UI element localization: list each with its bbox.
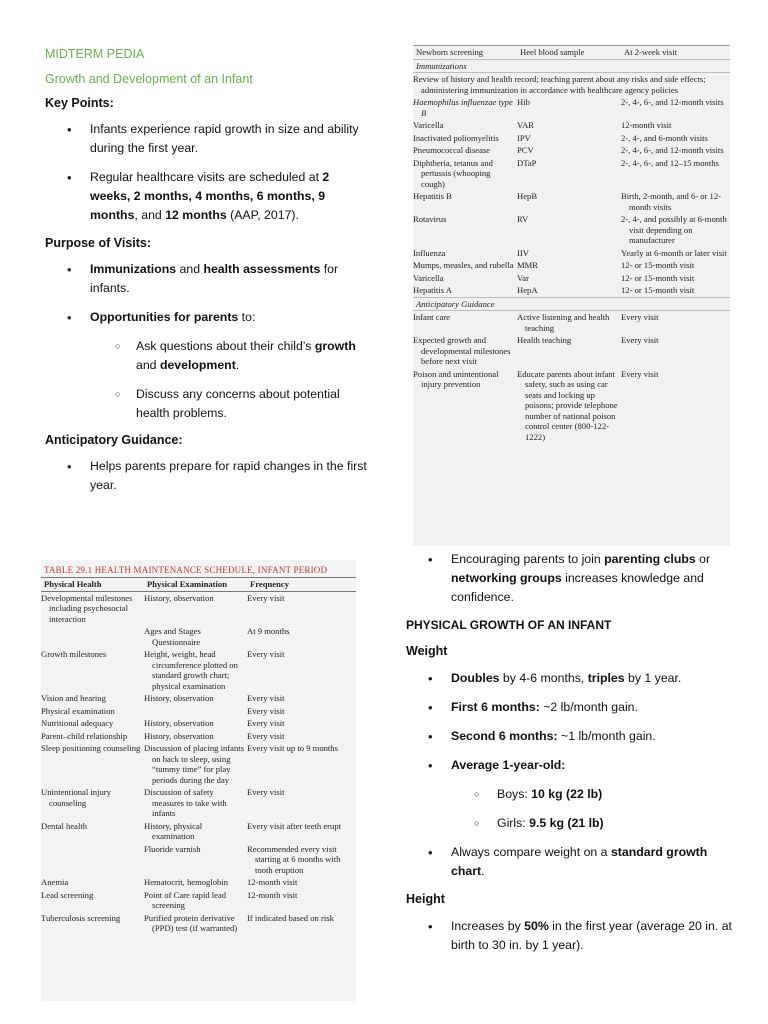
height-list	[406, 917, 736, 955]
table-cell: Lead screening	[41, 889, 94, 900]
immunization-rows	[413, 96, 730, 297]
ag-list	[45, 457, 367, 495]
table-row	[413, 73, 730, 97]
table-row	[413, 284, 730, 297]
table-header-row	[41, 578, 356, 592]
left-column	[45, 47, 367, 495]
table-cell: 12- or 15-month visit	[621, 272, 695, 283]
right-column	[406, 550, 736, 955]
table-cell: Height, weight, head circumference plotted on standard growth chart; physical examination	[144, 649, 238, 691]
table-cell: Infant care	[413, 312, 450, 322]
sub-list-item: ○ Ask questions about their child’s growth and development.	[45, 337, 367, 375]
sub-list-item: ○ Girls: 9.5 kg (21 lb)	[406, 814, 736, 833]
table-cell: Growth milestones	[41, 649, 107, 659]
table-cell: Varicella	[413, 272, 444, 283]
table-cell	[41, 625, 144, 648]
table-cell: Every visit after teeth erupt	[247, 820, 342, 831]
column-header: Physical Health	[41, 578, 144, 592]
table-cell: Varicella	[413, 120, 444, 130]
list-item: • Always compare weight on a standard growth chart.	[406, 843, 736, 881]
table-row	[41, 820, 356, 843]
table-cell: Ages and Stages Questionnaire	[144, 626, 201, 647]
immunization-table	[413, 45, 730, 96]
weight-heading: Weight	[406, 644, 448, 658]
table-cell: At 9 months	[247, 626, 290, 636]
table-cell: 2-, 4-, 6-, and 12-month visits	[621, 97, 724, 107]
table-cell: PCV	[517, 145, 534, 155]
table-cell: Every visit	[247, 718, 285, 728]
table-cell: Health teaching	[517, 335, 572, 345]
section-row	[413, 297, 730, 311]
table-cell: History, observation	[144, 718, 214, 728]
table-cell: Educate parents about infant safety, such as using car seats and locking up poisons; provide telephone number of national poison control center (800-122-1222)	[517, 368, 618, 442]
table-cell: 12- or 15-month visit	[621, 285, 695, 295]
table-cell: Physical examination	[41, 705, 115, 716]
table-cell: Newborn screening	[416, 47, 484, 57]
table-cell: Developmental milestones including psychosocial interaction	[41, 592, 133, 624]
table-cell: Inactivated poliomyelitis	[413, 132, 499, 143]
table-cell: 2-, 4-, 6-, and 12-month visits	[621, 145, 724, 155]
table-cell: Every visit	[247, 730, 285, 741]
table-row	[413, 272, 730, 285]
immunization-table-image	[413, 45, 730, 546]
table-cell: Every visit	[247, 693, 285, 703]
list-item: • Increases by 50% in the first year (average 20 in. at birth to 30 in. by 1 year).	[406, 917, 736, 955]
table-cell: 2-, 4-, 6-, and 12–15 months	[621, 157, 719, 168]
table-cell: MMR	[517, 260, 539, 270]
list-item: • Encouraging parents to join parenting clubs or networking groups increases knowledge and confidence.	[406, 550, 736, 607]
list-item: • Immunizations and health assessments for infants.	[45, 260, 367, 298]
list-item: • Doubles by 4-6 months, triples by 1 year.	[406, 669, 736, 688]
doc-title: MIDTERM PEDIA	[45, 47, 145, 61]
table-cell: History, physical examination	[144, 820, 203, 841]
physical-growth-heading: PHYSICAL GROWTH OF AN INFANT	[406, 618, 612, 632]
table-cell: Dental health	[41, 820, 88, 831]
table-cell: Diphtheria, tetanus and pertussis (whooping cough)	[413, 157, 493, 189]
table-cell: History, observation	[144, 730, 214, 741]
table-cell: 12-month visit	[621, 120, 672, 130]
list-item: • Average 1-year-old:	[406, 756, 736, 775]
table-row	[41, 705, 356, 718]
table-cell: Active listening and health teaching	[517, 312, 610, 333]
table-cell: Rotavirus	[413, 214, 447, 224]
table-cell: Var	[517, 272, 529, 283]
weight-sublist	[406, 785, 736, 833]
key-points-heading: Key Points:	[45, 96, 114, 110]
table-row	[41, 730, 356, 743]
list-item: • Helps parents prepare for rapid changes in the first year.	[45, 457, 367, 495]
table-cell: Purified protein derivative (PPD) test (if warranted)	[144, 912, 238, 933]
table-cell: Every visit	[621, 335, 659, 345]
table-cell: Every visit	[247, 592, 285, 603]
encourage-list	[406, 550, 736, 607]
table-cell: Birth, 2-month, and 6- or 12-month visits	[621, 191, 722, 212]
table-cell: At 2-week visit	[624, 47, 677, 57]
table-cell: IIV	[517, 247, 529, 258]
table-cell: IPV	[517, 132, 531, 143]
table-row	[41, 843, 356, 877]
table-cell: Every visit	[247, 649, 285, 659]
list-item: • Regular healthcare visits are scheduled at 2 weeks, 2 months, 4 months, 6 months, 9 months, and 12 months (AAP, 2017).	[45, 168, 367, 225]
table-cell: Influenza	[413, 247, 446, 258]
anticipatory-guidance-table	[413, 297, 730, 444]
table-cell: HepB	[517, 191, 538, 201]
table-row	[413, 190, 730, 213]
table-cell: History, observation	[144, 693, 214, 703]
table-cell: Haemophilus influenzae type B	[413, 97, 513, 118]
table-row	[413, 144, 730, 157]
table-cell	[144, 705, 247, 718]
table-cell: Review of history and health record; teaching parent about any risks and side effects; administering immunization in accordance with healthcare agency policies	[413, 74, 706, 95]
table-row	[413, 334, 730, 368]
table-cell: Every visit	[247, 787, 285, 797]
health-maintenance-table-image	[41, 560, 356, 1001]
table-cell: 2-, 4-, and 6-month visits	[621, 132, 708, 143]
table-row	[41, 625, 356, 648]
table-cell: Hematocrit, hemoglobin	[144, 877, 229, 887]
table-cell: 12- or 15-month visit	[621, 260, 695, 270]
table-cell: 2-, 4-, and possibly at 6-month visit depending on manufacturer	[621, 214, 727, 245]
table-row	[41, 591, 356, 625]
sub-list-item: ○ Discuss any concerns about potential health problems.	[45, 385, 367, 423]
height-heading: Height	[406, 892, 445, 906]
table-cell: Nutritional adequacy	[41, 718, 114, 728]
table-caption: TABLE 29.1 HEALTH MAINTENANCE SCHEDULE, INFANT PERIOD	[44, 565, 328, 575]
table-cell: Heel blood sample	[520, 47, 585, 57]
table-cell: Expected growth and developmental milestones before next visit	[413, 335, 511, 366]
list-item: • Opportunities for parents to:	[45, 308, 367, 327]
table-cell: Sleep positioning counseling	[41, 743, 141, 753]
table-cell: Discussion of placing infants on back to sleep, using “tummy time” for play periods during the day	[144, 743, 245, 785]
list-item: • Infants experience rapid growth in size and ability during the first year.	[45, 120, 367, 158]
table-row	[413, 119, 730, 132]
table-row	[41, 786, 356, 820]
table-row	[41, 742, 356, 786]
table-row	[413, 368, 730, 444]
table-cell: Hib	[517, 97, 530, 107]
table-cell: Recommended every visit starting at 6 months with tooth eruption	[247, 843, 341, 875]
table-row	[413, 157, 730, 191]
table-cell: Every visit	[621, 368, 659, 379]
table-cell: Hepatitis A	[413, 285, 452, 295]
table-cell: HepA	[517, 285, 538, 295]
table-row	[413, 311, 730, 335]
table-cell: History, observation	[144, 592, 214, 603]
table-cell	[41, 843, 144, 877]
table-cell: Fluoride varnish	[144, 843, 201, 854]
table-cell: VAR	[517, 120, 535, 130]
table-row	[41, 692, 356, 705]
table-cell: Tuberculosis screening	[41, 912, 121, 923]
column-header: Frequency	[247, 578, 356, 592]
purpose-list	[45, 260, 367, 327]
table-cell: Poison and unintentional injury prevention	[413, 368, 499, 389]
table-row	[41, 717, 356, 730]
section-heading: Immunizations	[413, 59, 730, 73]
table-row	[413, 96, 730, 119]
table-cell: Pneumococcal disease	[413, 145, 491, 155]
table-row	[41, 876, 356, 889]
section-row	[413, 59, 730, 73]
section-heading: Anticipatory Guidance	[413, 297, 730, 311]
table-cell: 12-month visit	[247, 877, 298, 887]
purpose-sublist	[45, 337, 367, 423]
table-row	[413, 46, 730, 60]
list-item: • Second 6 months: ~1 lb/month gain.	[406, 727, 736, 746]
doc-subtitle: Growth and Development of an Infant	[45, 72, 253, 86]
table-cell: RV	[517, 214, 529, 224]
table-row	[413, 247, 730, 260]
table-cell: Every visit	[621, 312, 659, 322]
table-cell: Anemia	[41, 877, 69, 887]
key-points-list	[45, 120, 367, 225]
table-row	[413, 213, 730, 247]
table-row	[41, 912, 356, 935]
purpose-heading: Purpose of Visits:	[45, 236, 152, 250]
table-row	[413, 259, 730, 272]
table-cell: DTaP	[517, 157, 537, 168]
table-cell: Hepatitis B	[413, 191, 452, 201]
weight-list-2	[406, 843, 736, 881]
health-maintenance-table	[41, 577, 356, 935]
table-cell: Parent–child relationship	[41, 730, 128, 741]
column-header: Physical Examination	[144, 578, 247, 592]
anticipatory-guidance-heading: Anticipatory Guidance:	[45, 433, 183, 447]
table-cell: Discussion of safety measures to take with infants	[144, 787, 227, 818]
table-cell: Unintentional injury counseling	[41, 787, 111, 808]
table-cell: Every visit up to 9 months	[247, 743, 338, 753]
table-cell: If indicated based on risk	[247, 912, 334, 923]
list-item: • First 6 months: ~2 lb/month gain.	[406, 698, 736, 717]
table-cell: Every visit	[247, 705, 285, 716]
table-row	[41, 889, 356, 912]
table-cell: 12-month visit	[247, 889, 298, 900]
table-cell: Vision and hearing	[41, 693, 106, 703]
sub-list-item: ○ Boys: 10 kg (22 lb)	[406, 785, 736, 804]
table-cell: Yearly at 6-month or later visit	[621, 247, 727, 258]
weight-list	[406, 669, 736, 775]
table-cell: Point of Care rapid lead screening	[144, 889, 227, 910]
table-row	[41, 648, 356, 692]
table-row	[413, 132, 730, 145]
table-cell: Mumps, measles, and rubella	[413, 260, 514, 270]
